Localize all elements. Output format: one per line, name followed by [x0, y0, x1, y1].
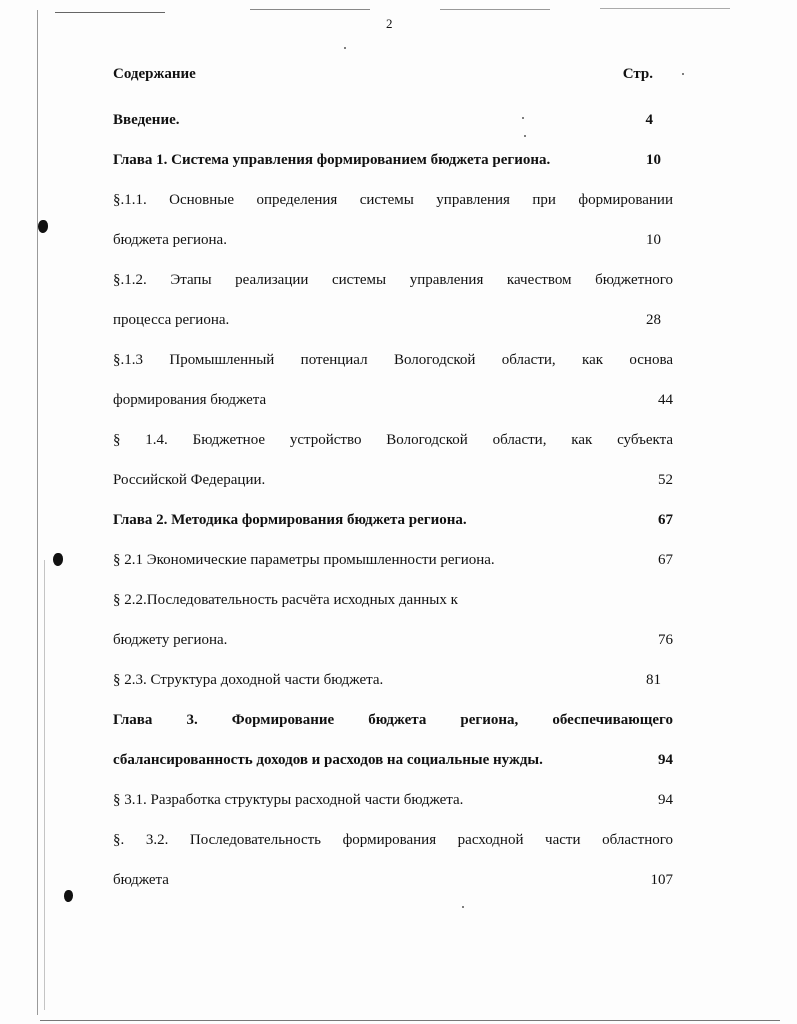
- toc-entry: [113, 500, 673, 540]
- punch-hole-mark: [53, 553, 63, 566]
- toc-entry-text-line1: § 1.4. Бюджетное устройство Вологодской области, как субъекта: [113, 432, 673, 448]
- scan-line: [40, 1020, 780, 1021]
- toc-entry-page: 76: [658, 632, 673, 648]
- scan-line: [55, 12, 165, 13]
- toc-entry: [113, 260, 673, 340]
- toc-entry-text: § 2.3. Структура доходной части бюджета.: [113, 672, 384, 688]
- toc-entry-page: 10: [646, 232, 661, 248]
- scan-speck: [682, 73, 684, 75]
- toc-entry-text-line2: формирования бюджета: [113, 392, 267, 408]
- toc-entry: [113, 820, 673, 900]
- toc-entry: [113, 780, 673, 820]
- toc-entry: [113, 180, 673, 260]
- toc-entry-text-line1: § 2.2.Последовательность расчёта исходных данных к: [113, 592, 458, 608]
- toc-entry-page: 28: [646, 312, 661, 328]
- toc-entry-text-line1: §.1.2. Этапы реализации системы управления качеством бюджетного: [113, 272, 673, 288]
- toc-entry-text: § 3.1. Разработка структуры расходной части бюджета.: [113, 792, 464, 808]
- toc-entry: [113, 660, 673, 700]
- toc-entry: [113, 580, 673, 660]
- toc-entry-page: 4: [645, 112, 653, 128]
- scan-speck: [344, 47, 346, 49]
- toc-entry-text-line1: §. 3.2. Последовательность формирования расходной части областного: [113, 832, 673, 848]
- toc-entry: [113, 700, 673, 780]
- toc-entry-page: 94: [658, 792, 673, 808]
- toc-entry: [113, 340, 673, 420]
- toc-entry-text-line2: бюджета региона.: [113, 232, 227, 248]
- scan-line: [440, 9, 550, 10]
- toc-title: Содержание: [113, 66, 196, 82]
- toc-entry-text-line1: §.1.3 Промышленный потенциал Вологодской области, как основа: [113, 352, 673, 368]
- page-number: 2: [386, 16, 393, 31]
- toc-entry-page: 107: [650, 872, 673, 888]
- scan-margin-line: [44, 560, 45, 1010]
- table-of-contents: [113, 60, 673, 900]
- toc-entry-page: 67: [658, 552, 673, 568]
- toc-entry-text-line1: §.1.1. Основные определения системы управления при формировании: [113, 192, 673, 208]
- punch-hole-mark: [38, 220, 48, 233]
- toc-entry-text: Глава 1. Система управления формированием бюджета региона.: [113, 152, 551, 168]
- scan-line: [250, 9, 370, 10]
- toc-entry-page: 10: [646, 152, 661, 168]
- toc-entry-text: Введение.: [113, 112, 180, 128]
- toc-entry-page: 81: [646, 672, 661, 688]
- toc-entry-page: 94: [658, 752, 673, 768]
- scan-speck: [462, 906, 464, 908]
- scan-line: [600, 8, 730, 9]
- toc-entry-text-line1: Глава 3. Формирование бюджета региона, обеспечивающего: [113, 712, 673, 728]
- toc-entry: [113, 420, 673, 500]
- toc-entry-text: Глава 2. Методика формирования бюджета региона.: [113, 512, 467, 528]
- toc-entry-text-line2: Российской Федерации.: [113, 472, 266, 488]
- toc-page-column-label: Стр.: [622, 66, 653, 82]
- toc-entry-page: 67: [658, 512, 673, 528]
- toc-entry-text: § 2.1 Экономические параметры промышленности региона.: [113, 552, 495, 568]
- toc-entry: [113, 100, 673, 140]
- punch-hole-mark: [64, 890, 73, 902]
- toc-entry-text-line2: бюджета: [113, 872, 169, 888]
- toc-entry: [113, 540, 673, 580]
- toc-entry: [113, 140, 673, 180]
- toc-entry-page: 44: [658, 392, 673, 408]
- toc-entry-text-line2: бюджету региона.: [113, 632, 228, 648]
- toc-entry-text-line2: сбалансированность доходов и расходов на социальные нужды.: [113, 752, 543, 768]
- toc-entry-page: 52: [658, 472, 673, 488]
- toc-header: [113, 60, 673, 100]
- toc-entry-text-line2: процесса региона.: [113, 312, 230, 328]
- scan-margin-line: [37, 10, 38, 1015]
